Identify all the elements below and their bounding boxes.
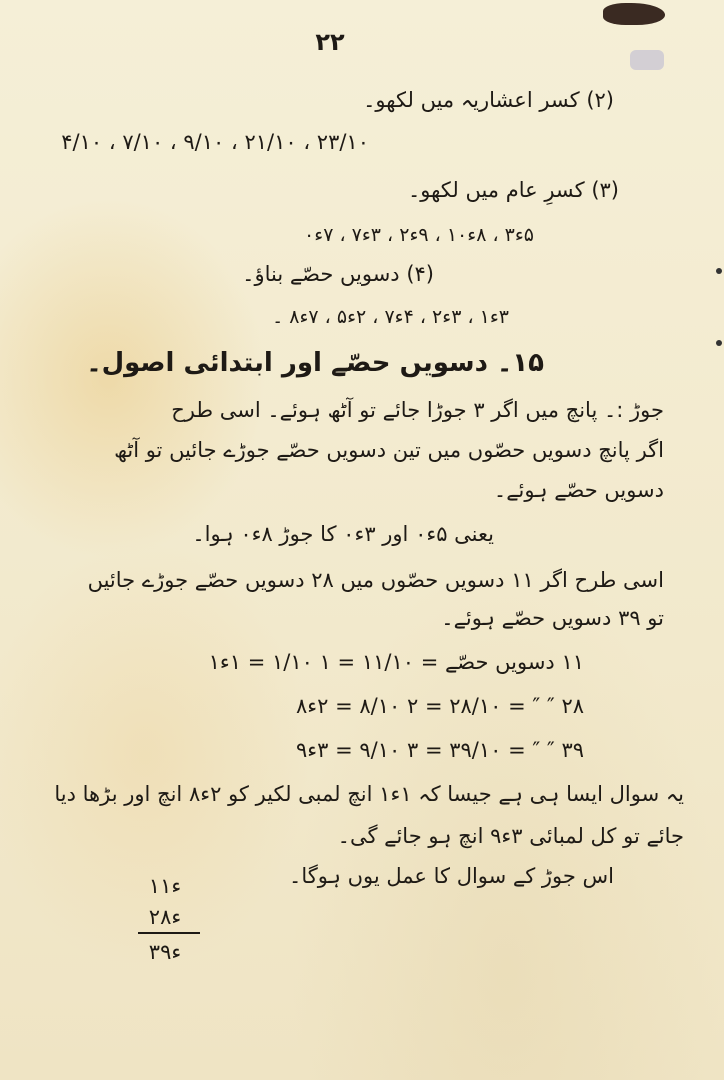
paragraph-line: اسی طرح اگر ۱۱ دسویں حصّوں میں ۲۸ دسویں حصّے جوڑے جائیں [87,568,664,592]
equation-line: ۲۸ ″ ″ = ۲۸/۱۰ = ۲ ۸/۱۰ = ۲ء۸ [296,694,584,718]
paragraph-line: یہ سوال ایسا ہی ہے جیسا کہ ۱ء۱ انچ لمبی لکیر کو ۲ء۸ انچ اور بڑھا دیا [54,782,684,806]
sum-row-2: ۲ء۸ [148,905,182,929]
exercise-3-items: ۵ء۳ ، ۸ء۱۰ ، ۹ء۲ ، ۳ء۷ ، ۷ء۰ [304,224,534,246]
section-heading: ۱۵۔ دسویں حصّے اور ابتدائی اصول۔ [86,348,544,378]
paragraph-line: تو ۳۹ دسویں حصّے ہوئے۔ [441,606,664,630]
ink-stain [603,3,665,25]
exercise-4-items: ۳ء۱ ، ۳ء۲ ، ۴ء۷ ، ۲ء۵ ، ۷ء۸ ۔ [272,306,509,328]
exercise-2-title: (۲) کسر اعشاریہ میں لکھو۔ [363,88,614,112]
page-number: ۲۲ [315,28,345,56]
paragraph-line: اس جوڑ کے سوال کا عمل یوں ہوگا۔ [289,864,614,888]
sum-total: ۳ء۹ [148,940,182,964]
paragraph-line: اگر پانچ دسویں حصّوں میں تین دسویں حصّے جوڑے جائیں تو آٹھ [114,438,664,462]
exercise-3-title: (۳) کسرِ عام میں لکھو۔ [407,178,619,202]
equation-line: ۳۹ ″ ″ = ۳۹/۱۰ = ۳ ۹/۱۰ = ۳ء۹ [296,738,584,762]
margin-dot [716,268,722,274]
paragraph-line: جائے تو کل لمبائی ۳ء۹ انچ ہو جائے گی۔ [337,824,684,848]
margin-dot [716,340,722,346]
exercise-4-title: (۴) دسویں حصّے بناؤ۔ [242,262,434,286]
stamp-mark [630,50,664,70]
sum-rule [138,932,200,934]
exercise-2-items: ۲۳/۱۰ ، ۲۱/۱۰ ، ۹/۱۰ ، ۷/۱۰ ، ۴/۱۰ [61,130,369,154]
paragraph-line: دسویں حصّے ہوئے۔ [493,478,664,502]
paragraph-line: یعنی ۵ء۰ اور ۳ء۰ کا جوڑ ۸ء۰ ہوا۔ [192,522,494,546]
sum-row-1: ۱ء۱ [148,874,182,898]
paragraph-line: جوڑ :۔ پانچ میں اگر ۳ جوڑا جائے تو آٹھ ہوئے۔ اسی طرح [171,398,664,422]
equation-line: ۱۱ دسویں حصّے = ۱۱/۱۰ = ۱ ۱/۱۰ = ۱ء۱ [208,650,584,674]
